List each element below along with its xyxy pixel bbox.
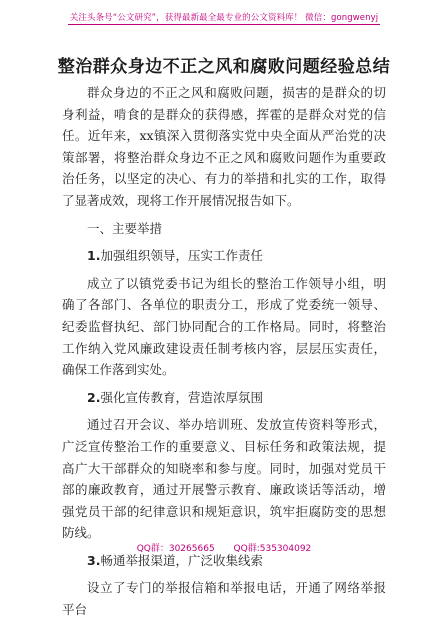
paragraph-2: 通过召开会议、举办培训班、发放宣传资料等形式，广泛宣传整治工作的重要意义、目标任务和政策法规，提高广大干部群众的知晓率和参与度。同时，加强对党员干部的廉政教育，通过开展警示教育、廉政谈话等活动，增强党员干部的纪律意识和规矩意识，筑牢拒腐防变的思想防线。: [62, 417, 386, 541]
subheading-2-number: 2.: [87, 389, 101, 405]
banner-text[interactable]: 关注头条号“公文研究”，获得最新最全最专业的公文资料库！ 微信：gongwenyj: [69, 13, 379, 23]
subheading-3-number: 3.: [87, 552, 101, 568]
subheading-2-text: 强化宣传教育，营造浓厚氛围: [100, 389, 263, 405]
document-title: 整治群众身边不正之风和腐败问题经验总结: [57, 57, 391, 77]
subheading-1-number: 1.: [87, 248, 101, 264]
intro-paragraph: 群众身边的不正之风和腐败问题，损害的是群众的切身利益，啃食的是群众的获得感，挥霍的是群众对党的信任。近年来，xx镇深入贯彻落实党中央全面从严治党的决策部署，将整治群众身边不正之风和腐败问题作为重要政治任务，以坚定的决心、有力的举措和扎实的工作，取得了显著成效，现将工作开展情况报告如下。: [62, 85, 386, 208]
subheading-1: [62, 245, 386, 267]
paragraph-3: 设立了专门的举报信箱和举报电话，开通了网络举报平台: [62, 580, 386, 618]
header-banner: [0, 0, 448, 38]
subheading-2: [62, 387, 386, 409]
subheading-1-text: 加强组织领导，压实工作责任: [100, 248, 263, 264]
paragraph-1: 成立了以镇党委书记为组长的整治工作领导小组，明确了各部门、各单位的职责分工，形成了党委统一领导、纪委监督执纪、部门协同配合的工作格局。同时，将整治工作纳入党风廉政建设责任制考核内容，层层压实责任，确保工作落到实处。: [62, 275, 386, 378]
section-heading-main-measures: 一、主要举措: [87, 220, 163, 236]
footer-qq-group-2: QQ群:535304092: [233, 544, 312, 554]
subheading-3-text: 畅通举报渠道，广泛收集线索: [100, 552, 263, 568]
footer: [0, 541, 448, 554]
footer-qq-group-1: QQ群：30265665: [136, 544, 215, 554]
